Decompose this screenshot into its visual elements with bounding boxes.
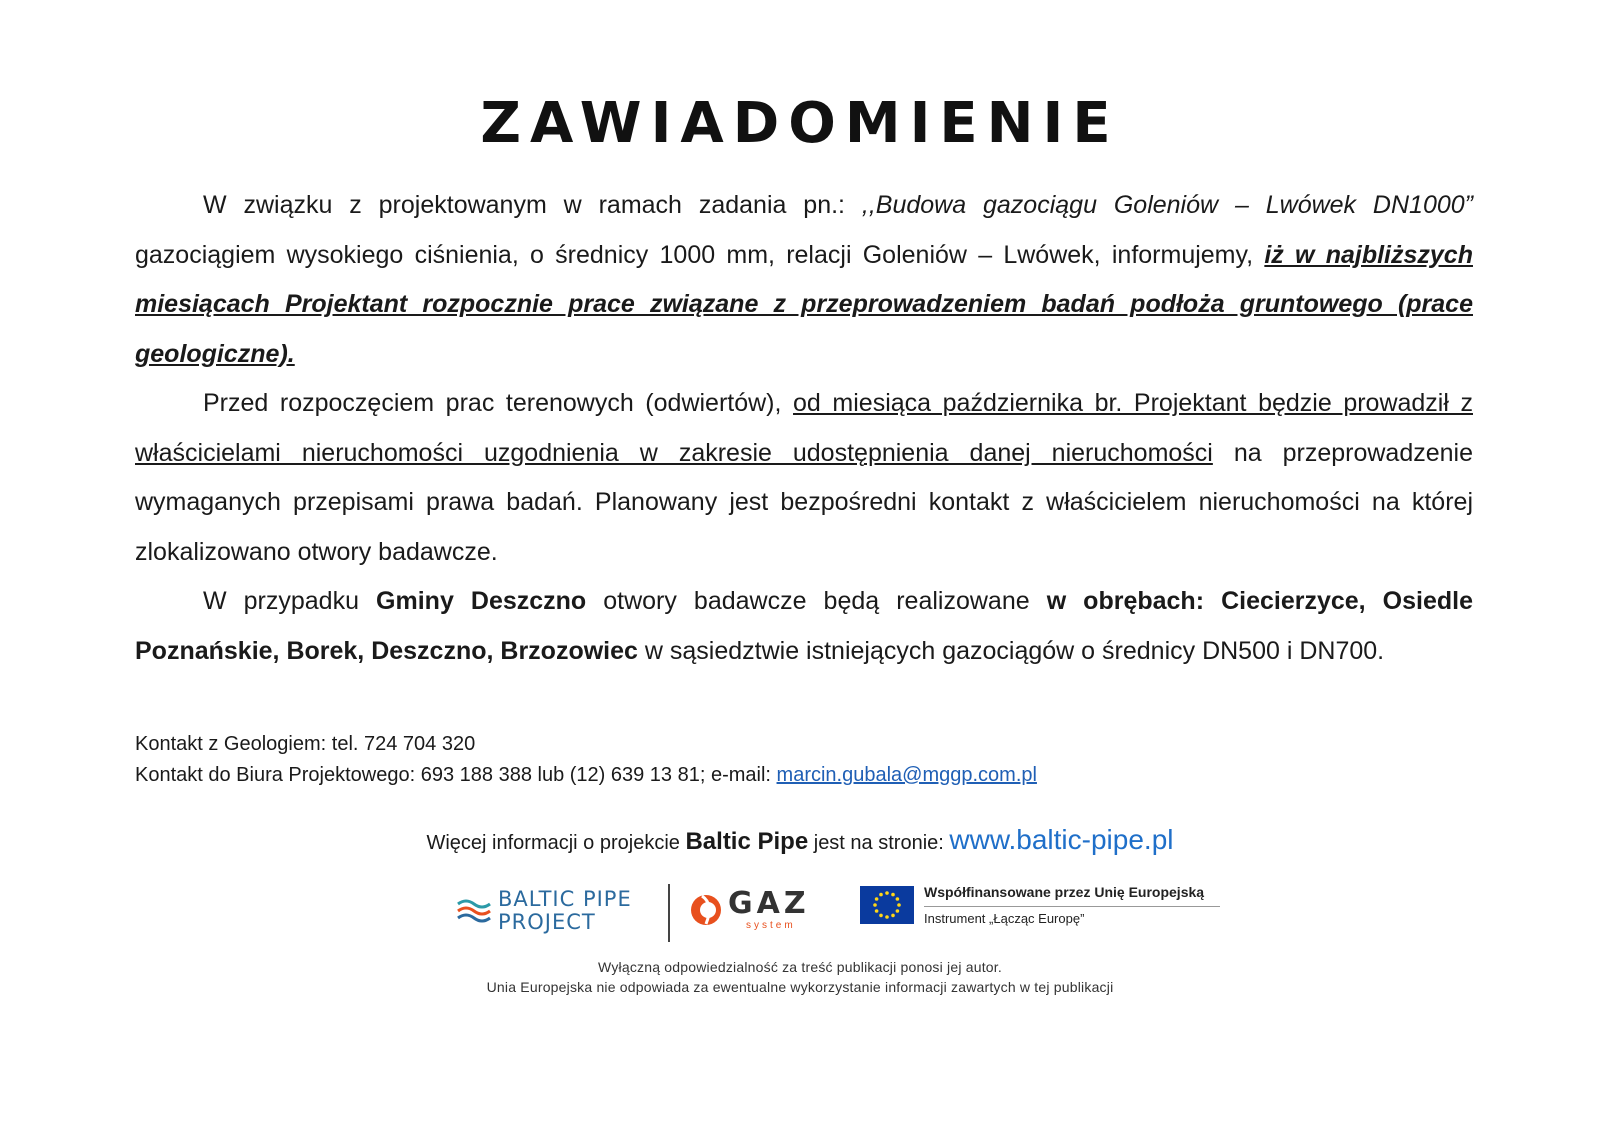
more-info-colon: : [938,832,950,854]
page-title: ZAWIADOMIENIE [480,91,1120,156]
gaz-system-logo [688,886,838,936]
office-contact-text: Kontakt do Biura Projektowego: 693 188 388 lub (12) 639 13 81; e-mail: [135,764,777,786]
paragraph-3 [135,577,1473,676]
p1-text: W związku z projektowanym w ramach zadania pn.: [203,191,862,219]
website-link[interactable]: www.baltic-pipe.pl [949,824,1174,855]
more-info [0,824,1600,856]
gaz-logo-text: GAZ [728,886,810,921]
disclaimer [0,957,1600,997]
p1-text-2: gazociągiem wysokiego ciśnienia, o średnicy 1000 mm, relacji Goleniów – Lwówek, informujemy, [135,240,1265,269]
waves-icon [456,896,492,924]
p3-text-3: w sąsiedztwie istniejących gazociągów o średnicy DN500 i DN700. [637,636,1385,665]
gaz-logo-subtext: system [746,920,796,931]
email-link[interactable]: marcin.gubala@mggp.com.pl [776,764,1037,786]
baltic-pipe-logo [456,888,656,936]
contacts [135,729,1473,791]
eu-line2: Instrument „Łącząc Europę” [924,911,1085,926]
eu-rule [924,906,1220,907]
p2-text: Przed rozpoczęciem prac terenowych (odwiertów), [203,389,794,417]
eu-cofinancing [860,884,1220,942]
paragraph-1 [135,181,1473,379]
more-info-prefix: Więcej informacji o projekcie [426,832,686,854]
eu-line1: Współfinansowane przez Unię Europejską [924,884,1205,900]
logo-bar [456,884,1216,954]
precincts-list: w obrębach: Ciecierzyce, Osiedle Poznańskie, Borek, Deszczno, Brzozowiec [135,587,1473,665]
more-info-middle: jest na stronie [808,832,939,854]
office-contact [135,760,1473,791]
paragraph-2 [135,379,1473,577]
disclaimer-line2: Unia Europejska nie odpowiada za ewentualne wykorzystanie informacji zawartych w tej publikacji [486,979,1114,995]
agreement-notice: od miesiąca października br. Projektant będzie prowadził z właścicielami nieruchomości uzgodnienia w zakresie udostępnienia danej nieruchomości [135,389,1473,467]
geologist-contact: Kontakt z Geologiem: tel. 724 704 320 [135,733,476,755]
logo-divider [668,884,670,942]
brand-name: Baltic Pipe [685,828,809,855]
geology-announcement: iż w najbliższych miesiącach Projektant rozpocznie prace związane z przeprowadzeniem badań podłoża gruntowego (prace geologiczne). [135,240,1473,368]
notice-body [135,181,1473,676]
p3-text-2: otwory badawcze będą realizowane [586,587,1047,615]
baltic-logo-line2: PROJECT [498,910,596,934]
p3-text: W przypadku [203,587,377,615]
task-name: ,,Budowa gazociągu Goleniów – Lwówek DN1000” [861,191,1473,219]
p2-text-2: na przeprowadzenie wymaganych przepisami prawa badań. Planowany jest bezpośredni kontakt z właścicielem nieruchomości na której zlokalizowano otwory badawcze. [135,438,1474,566]
eu-flag-icon [860,886,914,924]
municipality-name: Gminy Deszczno [376,587,587,615]
disclaimer-line1: Wyłączną odpowiedzialność za treść publikacji ponosi jej autor. [598,959,1002,975]
baltic-logo-line1: BALTIC PIPE [498,887,632,911]
